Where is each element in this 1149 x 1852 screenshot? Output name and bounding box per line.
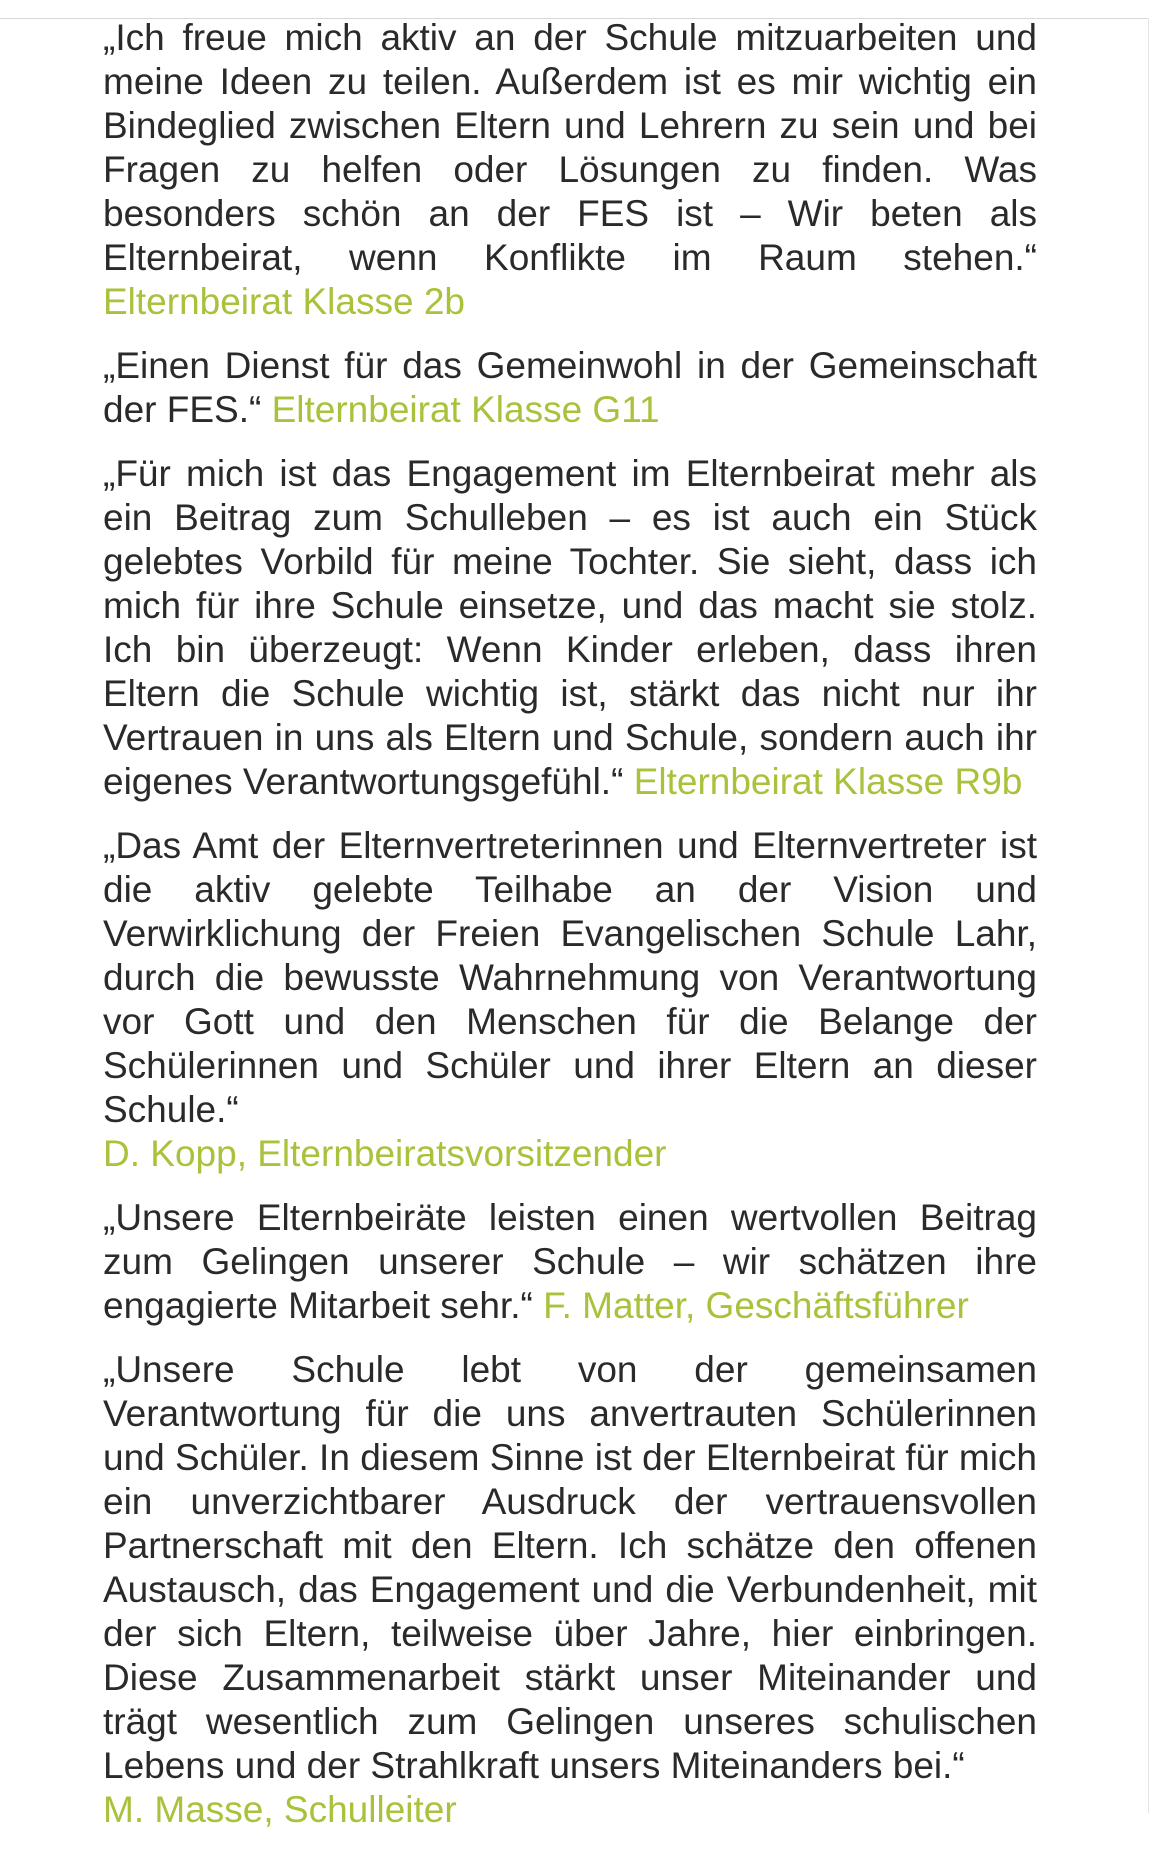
quote-attribution: M. Masse, Schulleiter — [103, 1789, 457, 1830]
quote-attribution: Elternbeirat Klasse 2b — [103, 281, 465, 322]
quote-4 — [103, 824, 1037, 1176]
quote-1 — [103, 16, 1037, 324]
quote-text: „Ich freue mich aktiv an der Schule mitzuarbeiten und meine Ideen zu teilen. Außerdem ist es mir wichtig ein Bindeglied zwischen Eltern und Lehrern zu sein und bei Fragen zu helfen oder Lösungen zu finden. Was besonders schön an der FES ist – Wir beten als Elternbeirat, wenn Konflikte im Raum stehen.“ — [103, 17, 1037, 278]
quote-6 — [103, 1348, 1037, 1832]
quote-text: „Einen Dienst für das Gemeinwohl in der Gemeinschaft der FES.“ — [103, 345, 1037, 430]
quote-attribution: Elternbeirat Klasse R9b — [633, 761, 1023, 802]
quote-3 — [103, 452, 1037, 804]
quote-attribution: F. Matter, Geschäftsführer — [543, 1285, 969, 1326]
quote-text: „Unsere Schule lebt von der gemeinsamen Verantwortung für die uns anvertrauten Schülerinnen und Schüler. In diesem Sinne ist der Elternbeirat für mich ein unverzichtbarer Ausdruck der vertrauensvollen Partnerschaft mit den Eltern. Ich schätze den offenen Austausch, das Engagement und die Verbundenheit, mit der sich Eltern, teilweise über Jahre, hier einbringen. Diese Zusammenarbeit stärkt unser Miteinander und trägt wesentlich zum Gelingen unseres schulischen Lebens und der Strahlkraft unsers Miteinanders bei.“ — [103, 1349, 1037, 1786]
quotes-document — [103, 16, 1037, 1852]
quote-text: „Das Amt der Elternvertreterinnen und Elternvertreter ist die aktiv gelebte Teilhabe an der Vision und Verwirklichung der Freien Evangelischen Schule Lahr, durch die bewusste Wahrnehmung von Verantwortung vor Gott und den Menschen für die Belange der Schülerinnen und Schüler und ihrer Eltern an dieser Schule.“ — [103, 825, 1037, 1130]
quote-2 — [103, 344, 1037, 432]
quote-attribution: D. Kopp, Elternbeiratsvorsitzender — [103, 1133, 667, 1174]
quote-text: „Unsere Elternbeiräte leisten einen wertvollen Beitrag zum Gelingen unserer Schule – wir schätzen ihre engagierte Mitarbeit sehr.“ — [103, 1197, 1037, 1326]
quote-5 — [103, 1196, 1037, 1328]
quote-attribution: Elternbeirat Klasse G11 — [271, 389, 660, 430]
quote-text: „Für mich ist das Engagement im Elternbeirat mehr als ein Beitrag zum Schulleben – es ist auch ein Stück gelebtes Vorbild für meine Tochter. Sie sieht, dass ich mich für ihre Schule einsetze, und das macht sie stolz. Ich bin überzeugt: Wenn Kinder erleben, dass ihren Eltern die Schule wichtig ist, stärkt das nicht nur ihr Vertrauen in uns als Eltern und Schule, sondern auch ihr eigenes Verantwortungsgefühl.“ — [103, 453, 1037, 802]
